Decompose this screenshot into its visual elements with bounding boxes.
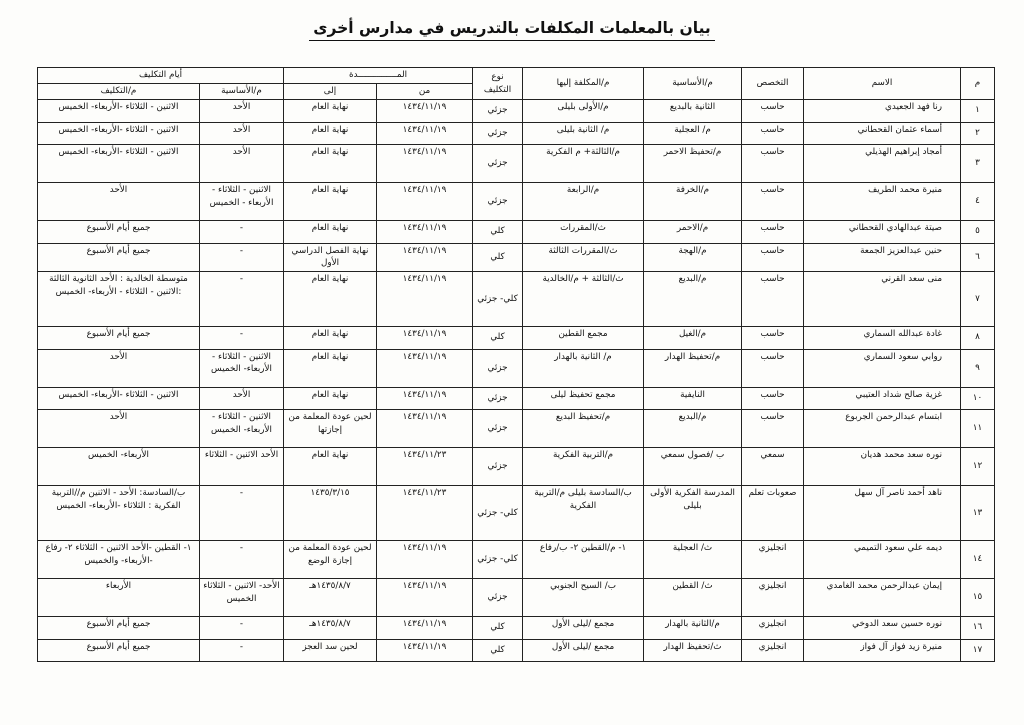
- row-name: صيتة عبدالهادي القحطاني: [804, 221, 961, 244]
- row-num: ٨: [961, 327, 995, 350]
- row-from-date: ١٤٣٤/١١/١٩: [377, 349, 473, 387]
- row-specialty: حاسب: [742, 122, 804, 145]
- header-main-school: م/الأساسية: [644, 68, 742, 100]
- row-assignment-type: كلي: [473, 221, 523, 244]
- row-from-date: ١٤٣٤/١١/٢٣: [377, 486, 473, 541]
- row-name: ابتسام عبدالرحمن الجربوع: [804, 410, 961, 448]
- table-row: [38, 486, 995, 541]
- row-days-main: الأحد- الاثنين - الثلاثاء الخميس: [200, 579, 284, 617]
- row-from-date: ١٤٣٤/١١/١٩: [377, 410, 473, 448]
- row-num: ١٥: [961, 579, 995, 617]
- row-to-date: لحين عودة المعلمة من إجازتها: [284, 410, 377, 448]
- table-body: [38, 100, 995, 662]
- table-row: [38, 221, 995, 244]
- row-assigned-school: ب/السادسة بليلى م/التربية الفكرية: [523, 486, 644, 541]
- header-assigned-school: م/المكلفة إليها: [523, 68, 644, 100]
- row-assigned-school: ث/المقررات: [523, 221, 644, 244]
- row-specialty: انجليزي: [742, 579, 804, 617]
- row-specialty: حاسب: [742, 100, 804, 123]
- row-name: غادة عبدالله السماري: [804, 327, 961, 350]
- row-from-date: ١٤٣٤/١١/١٩: [377, 617, 473, 640]
- row-days-main: الاثنين - الثلاثاء - الأربعاء- الخميس: [200, 349, 284, 387]
- row-days-main: -: [200, 639, 284, 662]
- row-days-main: -: [200, 486, 284, 541]
- table-row: [38, 617, 995, 640]
- row-main-school: م/ العجلية: [644, 122, 742, 145]
- row-days-main: الاثنين - الثلاثاء - الأربعاء- الخميس: [200, 410, 284, 448]
- row-specialty: حاسب: [742, 243, 804, 272]
- header-num: م: [961, 68, 995, 100]
- row-specialty: حاسب: [742, 349, 804, 387]
- row-assignment-type: جزئي: [473, 349, 523, 387]
- row-days-assign: ١- القطين -الأحد الاثنين - الثلاثاء ٢- رفاع -الأربعاء- والخميس: [38, 541, 200, 579]
- header-duration: المـــــــــــــــدة: [284, 68, 473, 84]
- document-title-wrap: [0, 18, 1024, 37]
- table-row: [38, 639, 995, 662]
- row-days-main: -: [200, 243, 284, 272]
- row-num: ٧: [961, 272, 995, 327]
- row-specialty: سمعي: [742, 448, 804, 486]
- row-assignment-type: كلي- جزئي: [473, 486, 523, 541]
- row-to-date: لحين عودة المعلمة من إجازة الوضع: [284, 541, 377, 579]
- row-to-date: نهاية الفصل الدراسي الأول: [284, 243, 377, 272]
- row-from-date: ١٤٣٤/١١/١٩: [377, 183, 473, 221]
- row-main-school: م/الخرفة: [644, 183, 742, 221]
- row-days-assign: الأحد: [38, 410, 200, 448]
- row-assigned-school: م/ الثانية بالهدار: [523, 349, 644, 387]
- table-row: [38, 243, 995, 272]
- row-main-school: المدرسة الفكرية الأولى بليلى: [644, 486, 742, 541]
- row-name: روابي سعود السماري: [804, 349, 961, 387]
- row-days-assign: الاثنين - الثلاثاء -الأربعاء- الخميس: [38, 145, 200, 183]
- table-row: [38, 410, 995, 448]
- row-num: ١٣: [961, 486, 995, 541]
- row-days-main: الأحد الاثنين - الثلاثاء: [200, 448, 284, 486]
- row-name: منيرة زيد فواز آل فواز: [804, 639, 961, 662]
- row-specialty: حاسب: [742, 387, 804, 410]
- row-num: ٩: [961, 349, 995, 387]
- row-num: ٢: [961, 122, 995, 145]
- row-days-main: الأحد: [200, 387, 284, 410]
- row-assigned-school: م/تحفيظ البديع: [523, 410, 644, 448]
- row-specialty: حاسب: [742, 410, 804, 448]
- row-assigned-school: مجمع /ليلى الأول: [523, 617, 644, 640]
- row-assignment-type: كلي: [473, 639, 523, 662]
- header-days: أيام التكليف: [38, 68, 284, 84]
- row-from-date: ١٤٣٤/١١/٢٣: [377, 448, 473, 486]
- header-days-assign: م/التكليف: [38, 84, 200, 100]
- row-assigned-school: م/التربية الفكرية: [523, 448, 644, 486]
- row-assignment-type: كلي: [473, 243, 523, 272]
- table-row: [38, 100, 995, 123]
- header-assignment-type: [473, 68, 523, 100]
- row-main-school: ث/ القطين: [644, 579, 742, 617]
- row-name: أسماء عثمان القحطاني: [804, 122, 961, 145]
- table-row: [38, 327, 995, 350]
- row-assigned-school: ب/ السيح الجنوبي: [523, 579, 644, 617]
- row-specialty: حاسب: [742, 183, 804, 221]
- row-main-school: ث/تحفيظ الهدار: [644, 639, 742, 662]
- table-row: [38, 145, 995, 183]
- row-days-assign: جميع أيام الأسبوع: [38, 639, 200, 662]
- row-specialty: حاسب: [742, 145, 804, 183]
- row-days-assign: جميع أيام الأسبوع: [38, 221, 200, 244]
- row-name: أمجاد إبراهيم الهذيلي: [804, 145, 961, 183]
- row-from-date: ١٤٣٤/١١/١٩: [377, 221, 473, 244]
- row-specialty: حاسب: [742, 272, 804, 327]
- row-days-assign: جميع أيام الأسبوع: [38, 617, 200, 640]
- row-days-assign: الأحد: [38, 349, 200, 387]
- row-main-school: م/الثانية بالهدار: [644, 617, 742, 640]
- row-specialty: انجليزي: [742, 617, 804, 640]
- row-specialty: انجليزي: [742, 541, 804, 579]
- row-main-school: الثانية بالبديع: [644, 100, 742, 123]
- row-assignment-type: جزئي: [473, 145, 523, 183]
- row-main-school: م/الاحمر: [644, 221, 742, 244]
- row-days-assign: جميع أيام الأسبوع: [38, 327, 200, 350]
- row-from-date: ١٤٣٤/١١/١٩: [377, 579, 473, 617]
- row-days-assign: الأربعاء: [38, 579, 200, 617]
- row-assigned-school: ث/المقررات الثالثة: [523, 243, 644, 272]
- table-row: [38, 541, 995, 579]
- header-specialty: التخصص: [742, 68, 804, 100]
- row-days-assign: ب/السادسة: الأحد - الاثنين م//التربية الفكرية : الثلاثاء -الأربعاء- الخميس: [38, 486, 200, 541]
- row-from-date: ١٤٣٤/١١/١٩: [377, 243, 473, 272]
- table-row: [38, 183, 995, 221]
- row-from-date: ١٤٣٤/١١/١٩: [377, 272, 473, 327]
- row-to-date: نهاية العام: [284, 349, 377, 387]
- row-num: ١٤: [961, 541, 995, 579]
- row-assignment-type: كلي: [473, 327, 523, 350]
- row-days-assign: الاثنين - الثلاثاء -الأربعاء- الخميس: [38, 387, 200, 410]
- row-specialty: حاسب: [742, 221, 804, 244]
- row-days-assign: الاثنين - الثلاثاء -الأربعاء- الخميس: [38, 100, 200, 123]
- row-to-date: ١٤٣٥/٨/٧هـ: [284, 579, 377, 617]
- row-assignment-type: جزئي: [473, 579, 523, 617]
- row-num: ١٧: [961, 639, 995, 662]
- table-row: [38, 349, 995, 387]
- row-main-school: م/الهجة: [644, 243, 742, 272]
- row-main-school: م/تحفيظ الهدار: [644, 349, 742, 387]
- row-name: إيمان عبدالرحمن محمد الغامدي: [804, 579, 961, 617]
- header-days-main: م/الأساسية: [200, 84, 284, 100]
- header-type-line1: نوع: [491, 71, 504, 82]
- row-assigned-school: مجمع /ليلى الأول: [523, 639, 644, 662]
- row-name: حنين عبدالعزيز الجمعة: [804, 243, 961, 272]
- row-from-date: ١٤٣٤/١١/١٩: [377, 541, 473, 579]
- table-row: [38, 272, 995, 327]
- row-specialty: صعوبات تعلم: [742, 486, 804, 541]
- row-assignment-type: جزئي: [473, 122, 523, 145]
- row-from-date: ١٤٣٤/١١/١٩: [377, 387, 473, 410]
- row-assignment-type: جزئي: [473, 410, 523, 448]
- row-to-date: نهاية العام: [284, 448, 377, 486]
- row-name: منيرة محمد الطريف: [804, 183, 961, 221]
- header-type-line2: التكليف: [483, 84, 512, 95]
- row-name: نوره حسين سعد الدوخي: [804, 617, 961, 640]
- row-to-date: نهاية العام: [284, 100, 377, 123]
- row-days-main: -: [200, 272, 284, 327]
- header-to: إلى: [284, 84, 377, 100]
- row-name: رنا فهد الجعيدي: [804, 100, 961, 123]
- table-row: [38, 579, 995, 617]
- row-main-school: م/البديع: [644, 410, 742, 448]
- row-assignment-type: كلي- جزئي: [473, 272, 523, 327]
- header-from: من: [377, 84, 473, 100]
- row-days-main: الأحد: [200, 100, 284, 123]
- row-num: ١: [961, 100, 995, 123]
- row-from-date: ١٤٣٤/١١/١٩: [377, 122, 473, 145]
- row-assigned-school: ١- م/القطين ٢- ب/رفاع: [523, 541, 644, 579]
- table-row: [38, 387, 995, 410]
- row-days-main: -: [200, 327, 284, 350]
- row-assigned-school: م/الثالثة+ م الفكرية: [523, 145, 644, 183]
- row-num: ٤: [961, 183, 995, 221]
- document-title: بيان بالمعلمات المكلفات بالتدريس في مدارس أخرى: [309, 19, 714, 41]
- row-main-school: ب /فصول سمعي: [644, 448, 742, 486]
- row-num: ١٦: [961, 617, 995, 640]
- row-to-date: نهاية العام: [284, 327, 377, 350]
- row-to-date: نهاية العام: [284, 145, 377, 183]
- row-days-assign: جميع أيام الأسبوع: [38, 243, 200, 272]
- header-name: الاسم: [804, 68, 961, 100]
- row-main-school: النايفية: [644, 387, 742, 410]
- row-num: ٦: [961, 243, 995, 272]
- row-assignment-type: كلي- جزئي: [473, 541, 523, 579]
- row-num: ١٢: [961, 448, 995, 486]
- row-from-date: ١٤٣٤/١١/١٩: [377, 639, 473, 662]
- row-main-school: ث/ العجلية: [644, 541, 742, 579]
- row-days-assign: الأحد: [38, 183, 200, 221]
- table-row: [38, 122, 995, 145]
- row-name: ناهد أحمد ناصر آل سهل: [804, 486, 961, 541]
- row-num: ٥: [961, 221, 995, 244]
- row-assignment-type: جزئي: [473, 183, 523, 221]
- teachers-table: [37, 67, 995, 662]
- row-name: نوره سعد محمد هديان: [804, 448, 961, 486]
- row-main-school: م/البديع: [644, 272, 742, 327]
- row-to-date: لحين سد العجز: [284, 639, 377, 662]
- row-assignment-type: جزئي: [473, 100, 523, 123]
- row-to-date: ١٤٣٥/٨/٧هـ: [284, 617, 377, 640]
- row-days-main: -: [200, 617, 284, 640]
- table-row: [38, 448, 995, 486]
- row-name: غزية صالح شداد العتيبي: [804, 387, 961, 410]
- row-main-school: م/تحفيظ الاحمر: [644, 145, 742, 183]
- row-main-school: م/الغيل: [644, 327, 742, 350]
- row-assignment-type: كلي: [473, 617, 523, 640]
- row-num: ١٠: [961, 387, 995, 410]
- row-name: ديمه علي سعود التميمي: [804, 541, 961, 579]
- row-name: منى سعد القرني: [804, 272, 961, 327]
- row-assigned-school: مجمع القطين: [523, 327, 644, 350]
- row-assigned-school: م/ الثانية بليلى: [523, 122, 644, 145]
- row-days-main: -: [200, 541, 284, 579]
- row-assignment-type: جزئي: [473, 448, 523, 486]
- row-days-assign: الاثنين - الثلاثاء -الأربعاء- الخميس: [38, 122, 200, 145]
- row-from-date: ١٤٣٤/١١/١٩: [377, 100, 473, 123]
- row-assigned-school: م/الأولى بليلى: [523, 100, 644, 123]
- row-from-date: ١٤٣٤/١١/١٩: [377, 145, 473, 183]
- row-days-main: -: [200, 221, 284, 244]
- row-assigned-school: مجمع تحفيظ ليلى: [523, 387, 644, 410]
- row-days-assign: الأربعاء- الخميس: [38, 448, 200, 486]
- row-specialty: حاسب: [742, 327, 804, 350]
- row-days-main: الأحد: [200, 145, 284, 183]
- row-from-date: ١٤٣٤/١١/١٩: [377, 327, 473, 350]
- row-num: ١١: [961, 410, 995, 448]
- row-to-date: نهاية العام: [284, 122, 377, 145]
- row-specialty: انجليزي: [742, 639, 804, 662]
- row-assigned-school: م/الرابعة: [523, 183, 644, 221]
- row-days-main: الأحد: [200, 122, 284, 145]
- row-to-date: نهاية العام: [284, 272, 377, 327]
- row-assigned-school: ث/الثالثة + م/الخالدية: [523, 272, 644, 327]
- table-header: [38, 68, 995, 100]
- row-days-main: الاثنين - الثلاثاء - الأربعاء - الخميس: [200, 183, 284, 221]
- row-to-date: نهاية العام: [284, 221, 377, 244]
- row-assignment-type: جزئي: [473, 387, 523, 410]
- row-num: ٣: [961, 145, 995, 183]
- row-days-assign: متوسطة الخالدية : الأحد الثانوية الثالثة :الاثنين - الثلاثاء - الأربعاء- الخميس: [38, 272, 200, 327]
- row-to-date: ١٤٣٥/٣/١٥: [284, 486, 377, 541]
- row-to-date: نهاية العام: [284, 387, 377, 410]
- row-to-date: نهاية العام: [284, 183, 377, 221]
